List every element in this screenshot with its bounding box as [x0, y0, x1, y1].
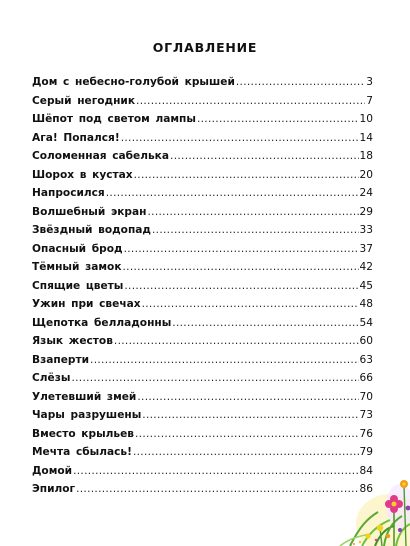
toc-dot-leader [142, 298, 359, 310]
toc-dot-leader [114, 335, 359, 347]
toc-entry-title: Ага! Попался! [32, 131, 120, 144]
toc-entry-title: Напросился [32, 187, 105, 199]
toc-entry-page-number: 48 [359, 298, 373, 310]
toc-dot-leader [197, 113, 359, 125]
toc-entry-title: Тёмный замок [32, 261, 122, 273]
toc-entry-page-number: 73 [359, 409, 373, 421]
toc-dot-leader [172, 317, 358, 329]
toc-entry [32, 428, 373, 447]
toc-entry [32, 169, 373, 188]
toc-dot-leader [76, 483, 358, 495]
toc-entry-page-number: 45 [359, 279, 373, 292]
toc-entry-title: Мечта сбылась! [32, 446, 132, 458]
toc-entry [32, 76, 373, 95]
toc-dot-leader [106, 187, 359, 199]
toc-entry [32, 261, 373, 280]
toc-entry-page-number: 84 [359, 464, 373, 477]
toc-entry-page-number: 70 [359, 390, 373, 403]
toc-entry-page-number: 66 [359, 372, 373, 384]
toc-entry-page-number: 63 [359, 353, 373, 366]
toc-entry [32, 372, 373, 391]
toc-entry [32, 113, 373, 132]
toc-entry-title: Ужин при свечах [32, 298, 141, 310]
toc-dot-leader [71, 372, 358, 384]
toc-entry-page-number: 37 [359, 242, 373, 255]
toc-entry-title: Домой [32, 464, 73, 477]
toc-entry-title: Шорох в кустах [32, 168, 133, 181]
toc-entry [32, 409, 373, 428]
toc-entry-page-number: 33 [359, 224, 373, 236]
toc-entry-title: Улетевший змей [32, 390, 137, 403]
toc-entry-title: Взаперти [32, 353, 90, 366]
toc-entry-title: Серый негодник [32, 94, 136, 107]
toc-dot-leader [124, 243, 359, 255]
toc-entry-page-number: 14 [359, 131, 373, 144]
toc-dot-leader [152, 224, 359, 236]
toc-entry-page-number: 7 [366, 94, 373, 107]
toc-entry [32, 187, 373, 206]
toc-entry-page-number: 10 [359, 113, 373, 125]
toc-entry-title: Звёздный водопад [32, 224, 151, 236]
toc-entry [32, 95, 373, 114]
toc-dot-leader [142, 409, 358, 421]
toc-entry-title: Спящие цветы [32, 279, 124, 292]
toc-entry-page-number: 76 [359, 427, 373, 440]
toc-entry [32, 391, 373, 410]
toc-entry [32, 243, 373, 262]
toc-entry-title: Дом с небесно-голубой крышей [32, 76, 235, 88]
toc-title: ОГЛАВЛЕНИЕ [152, 40, 258, 55]
toc-entry [32, 150, 373, 169]
toc-entry-page-number: 54 [359, 316, 373, 329]
toc-entry [32, 132, 373, 151]
toc-dot-leader [123, 261, 359, 273]
toc-entry [32, 298, 373, 317]
toc-entry-title: Опасный брод [32, 242, 123, 255]
toc-entry-title: Эпилог [32, 483, 76, 495]
toc-entry-title: Щепотка белладонны [32, 316, 172, 329]
toc-dot-leader [137, 391, 358, 403]
toc-entry-page-number: 86 [359, 483, 373, 495]
toc-entry-title: Шёпот под светом лампы [32, 113, 196, 125]
toc-entry-title: Язык жестов [32, 335, 113, 347]
toc-dot-leader [73, 465, 358, 477]
flowers-illustration-icon [320, 446, 410, 546]
toc-entry [32, 206, 373, 225]
toc-dot-leader [170, 150, 358, 162]
toc-dot-leader [136, 95, 365, 107]
toc-list [32, 76, 373, 502]
toc-dot-leader [90, 354, 358, 366]
toc-entry-page-number: 20 [359, 168, 373, 181]
toc-entry-page-number: 42 [359, 261, 373, 273]
toc-entry-page-number: 29 [359, 205, 373, 218]
toc-entry-page-number: 18 [359, 150, 373, 162]
toc-dot-leader [236, 76, 365, 88]
toc-entry-page-number: 24 [359, 187, 373, 199]
toc-dot-leader [134, 169, 359, 181]
toc-entry-page-number: 79 [359, 446, 373, 458]
toc-entry [32, 335, 373, 354]
toc-dot-leader [121, 132, 359, 144]
toc-entry [32, 354, 373, 373]
toc-dot-leader [147, 206, 358, 218]
toc-entry-title: Вместо крыльев [32, 427, 135, 440]
toc-entry [32, 224, 373, 243]
toc-entry [32, 280, 373, 299]
toc-entry-page-number: 3 [366, 76, 373, 88]
toc-entry-title: Волшебный экран [32, 205, 147, 218]
toc-dot-leader [124, 280, 358, 292]
toc-entry-page-number: 60 [359, 335, 373, 347]
toc-entry-title: Соломенная сабелька [32, 150, 170, 162]
toc-entry [32, 317, 373, 336]
toc-dot-leader [135, 428, 359, 440]
toc-entry-title: Чары разрушены [32, 409, 142, 421]
toc-entry-title: Слёзы [32, 372, 71, 384]
